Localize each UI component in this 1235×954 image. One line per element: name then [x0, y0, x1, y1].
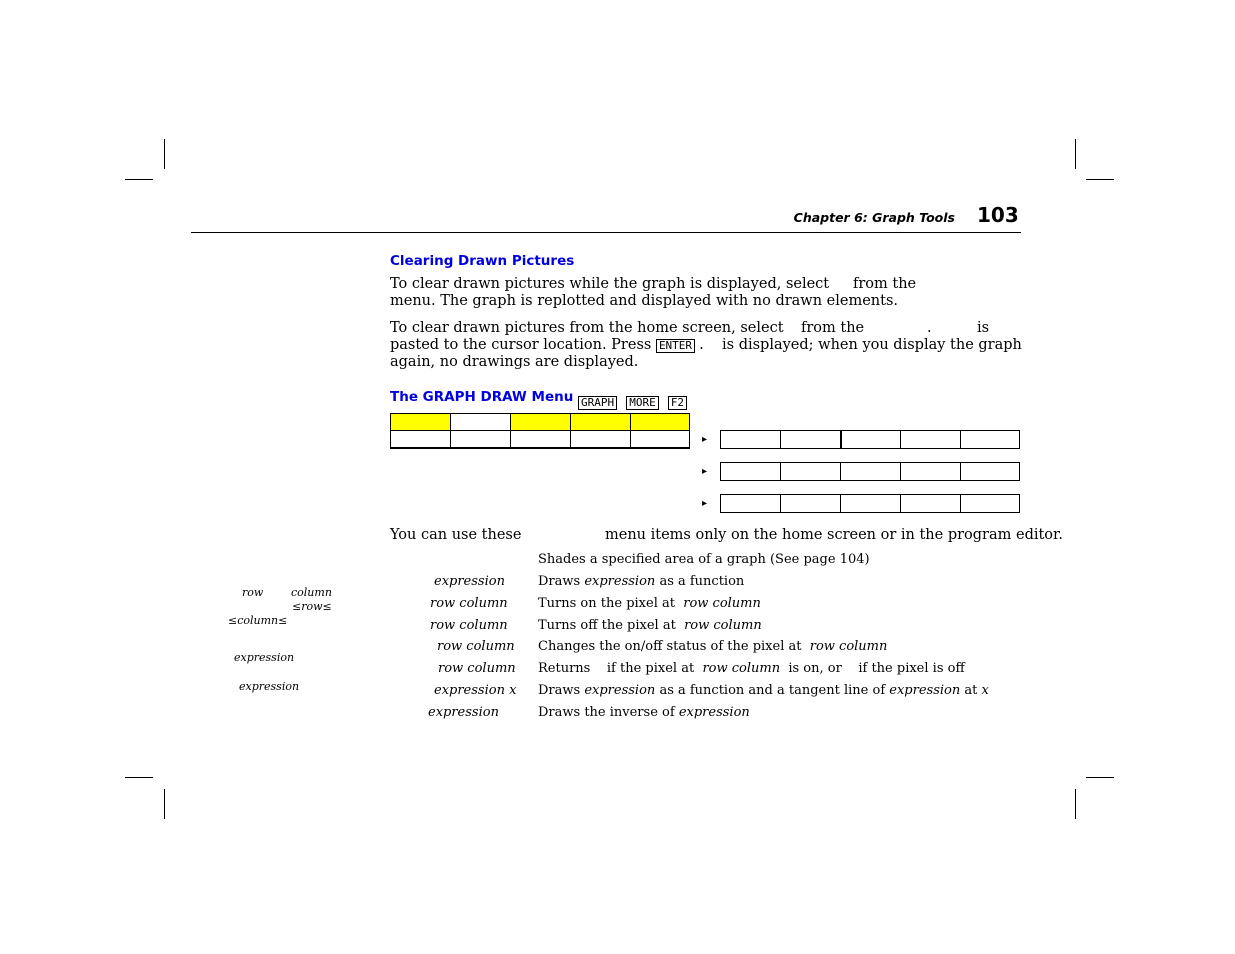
- crop-mark: [1075, 789, 1076, 819]
- row-description: Draws the inverse of expression: [538, 705, 750, 720]
- margin-note: ≤column≤: [228, 614, 288, 627]
- more-arrow-icon: ▸: [702, 434, 708, 445]
- row-description: Returns if the pixel at row column is on, or if the pixel is off: [538, 661, 965, 676]
- row-syntax: row column: [430, 596, 508, 611]
- menu-cell: [390, 430, 451, 449]
- crop-mark: [1075, 139, 1076, 169]
- margin-note: ≤row≤: [292, 600, 332, 613]
- paragraph-line: [390, 337, 704, 354]
- usage-fragment: menu items only on the home screen or in the program editor.: [605, 527, 1063, 543]
- more-arrow-icon: ▸: [702, 498, 708, 509]
- menu-cell: [840, 430, 901, 449]
- enter-key: ENTER: [656, 339, 695, 353]
- menu-cell: [720, 430, 781, 449]
- margin-note: expression: [239, 680, 300, 693]
- menu-cell: [720, 494, 781, 513]
- crop-mark: [1086, 179, 1114, 180]
- paragraph-fragment: from the: [853, 276, 917, 292]
- menu-cell: [960, 462, 1020, 481]
- chapter-title: Chapter 6: Graph Tools: [793, 210, 955, 225]
- menu-cell: [900, 462, 961, 481]
- crop-mark: [164, 789, 165, 819]
- row-description: Shades a specified area of a graph (See page 104): [538, 552, 870, 567]
- paragraph-fragment: from the: [801, 320, 865, 336]
- menu-cell: [900, 494, 961, 513]
- crop-mark: [125, 777, 153, 778]
- f2-key: F2: [668, 396, 687, 410]
- row-description: Turns off the pixel at row column: [538, 618, 762, 633]
- row-syntax: row column: [437, 639, 515, 654]
- menu-cell: [840, 462, 901, 481]
- paragraph-fragment: .: [699, 337, 704, 353]
- crop-mark: [164, 139, 165, 169]
- menu-cell: [630, 413, 690, 431]
- more-arrow-icon: ▸: [702, 466, 708, 477]
- menu-cell: [630, 430, 690, 449]
- row-description: Changes the on/off status of the pixel at row column: [538, 639, 888, 654]
- menu-cell: [570, 413, 631, 431]
- menu-cell: [780, 462, 841, 481]
- row-syntax: expression x: [434, 683, 517, 698]
- menu-cell: [510, 413, 571, 431]
- row-syntax: expression: [428, 705, 499, 720]
- menu-cell: [960, 494, 1020, 513]
- menu-cell: [510, 430, 571, 449]
- row-syntax: row column: [430, 618, 508, 633]
- paragraph-fragment: is: [977, 320, 990, 336]
- section-heading-draw-menu: The GRAPH DRAW Menu: [390, 389, 574, 405]
- menu-cell: [960, 430, 1020, 449]
- menu-cell: [390, 413, 451, 431]
- crop-mark: [1086, 777, 1114, 778]
- page-number: 103: [977, 203, 1019, 227]
- menu-cell: [450, 430, 511, 449]
- graph-key: GRAPH: [578, 396, 617, 410]
- crop-mark: [125, 179, 153, 180]
- row-syntax: expression: [434, 574, 505, 589]
- paragraph-line: menu. The graph is replotted and displayed with no drawn elements.: [390, 293, 899, 309]
- menu-cell: [780, 430, 841, 449]
- paragraph-line: again, no drawings are displayed.: [390, 354, 639, 370]
- more-key: MORE: [626, 396, 659, 410]
- row-syntax: row column: [438, 661, 516, 676]
- menu-cell: [840, 494, 901, 513]
- usage-fragment: You can use these: [390, 527, 522, 543]
- menu-cell: [900, 430, 961, 449]
- row-description: Draws expression as a function: [538, 574, 745, 589]
- paragraph-line: To clear drawn pictures from the home screen, select: [390, 320, 784, 336]
- margin-note: expression: [234, 651, 295, 664]
- margin-note: row: [242, 586, 264, 599]
- header-rule: [191, 232, 1021, 233]
- margin-note: column: [291, 586, 332, 599]
- paragraph-fragment: .: [927, 320, 932, 336]
- row-description: Draws expression as a function and a tangent line of expression at x: [538, 683, 989, 698]
- menu-cell: [570, 430, 631, 449]
- paragraph-line: To clear drawn pictures while the graph is displayed, select: [390, 276, 830, 292]
- section-heading-clearing: Clearing Drawn Pictures: [390, 253, 575, 269]
- menu-cell: [720, 462, 781, 481]
- row-description: Turns on the pixel at row column: [538, 596, 761, 611]
- paragraph-fragment: pasted to the cursor location. Press: [390, 337, 652, 353]
- key-sequence: [578, 391, 691, 410]
- menu-cell: [780, 494, 841, 513]
- menu-cell: [450, 413, 511, 431]
- paragraph-fragment: is displayed; when you display the graph: [722, 337, 1022, 353]
